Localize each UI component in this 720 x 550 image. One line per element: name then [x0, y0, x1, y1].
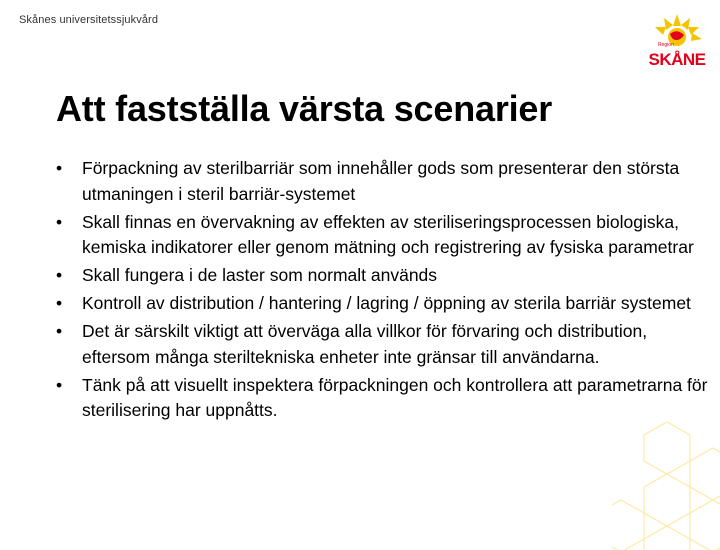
list-item: • Kontroll av distribution / hantering / lagring / öppning av sterila barriär systemet [56, 291, 712, 317]
decorative-hexagons-icon [612, 420, 720, 550]
list-item: • Skall fungera i de laster som normalt används [56, 263, 712, 289]
list-item: • Tänk på att visuellt inspektera förpackningen och kontrollera att parametrarna för sterilisering har uppnåtts. [56, 374, 708, 420]
organization-name: Skånes universitetssjukvård [19, 14, 159, 26]
bullet-glyph: • [56, 265, 63, 285]
logo-subtext: Region [658, 42, 674, 48]
list-item: • Det är särskilt viktigt att överväga alla villkor för förvaring och distribution, eftersom många steriltekniska enheter inte gränsar till användarna. [56, 321, 648, 367]
bullet-list [56, 156, 706, 426]
region-skane-logo [646, 10, 708, 72]
bullet-glyph: • [56, 293, 63, 313]
logo-wordmark: SKÅNE [648, 50, 706, 69]
bullet-glyph: • [56, 321, 63, 341]
list-item: • Skall finnas en övervakning av effekten av steriliseringsprocessen biologiska, kemiska indikatorer eller genom mätning och registrering av fysiska parametrar [56, 211, 694, 257]
list-item: • Förpackning av sterilbarriär som innehåller gods som presenterar den största utmaningen i steril barriär-systemet [56, 158, 680, 204]
slide-title: Att fastställa värsta scenarier [56, 88, 553, 129]
bullet-glyph: • [56, 211, 63, 232]
bullet-glyph: • [56, 374, 63, 395]
bullet-glyph: • [56, 158, 63, 178]
